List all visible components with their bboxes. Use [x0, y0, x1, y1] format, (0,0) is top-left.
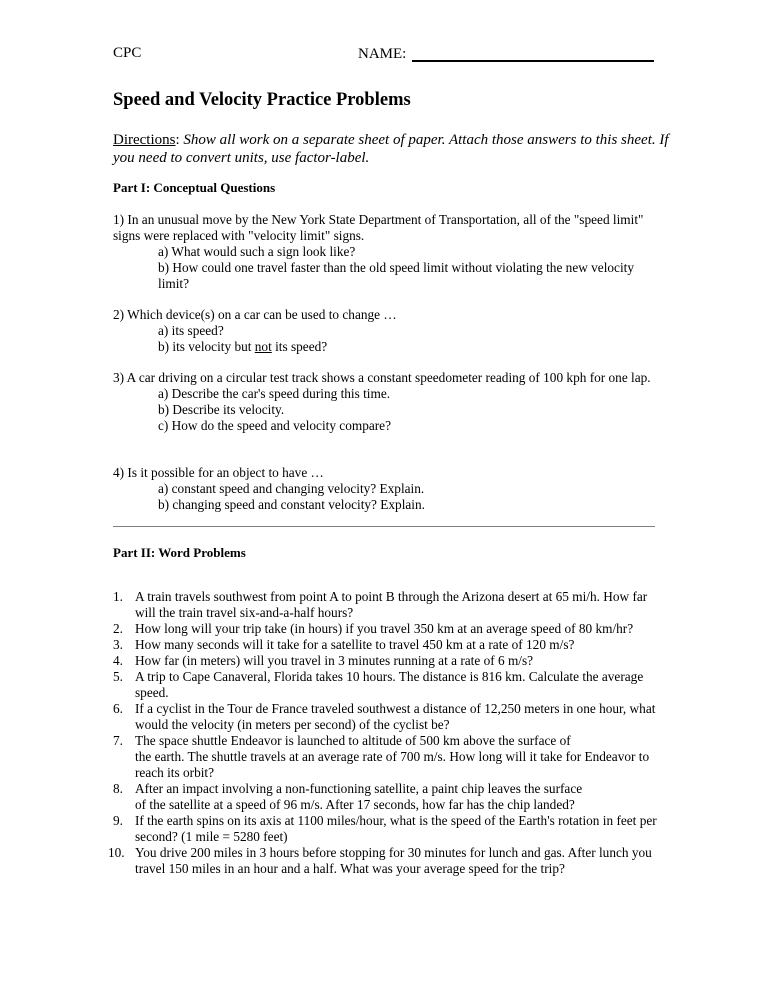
question-3	[113, 370, 658, 434]
question-stem: 2) Which device(s) on a car can be used to change …	[113, 307, 397, 322]
directions-label: Directions	[113, 132, 176, 148]
word-problem: 1. A train travels southwest from point A to point B through the Arizona desert at 65 mi/h. How far will the train travel six-and-a-half hours?	[113, 589, 648, 620]
question-stem: 3) A car driving on a circular test track shows a constant speedometer reading of 100 kph for one lap.	[113, 370, 651, 385]
name-blank-line	[412, 45, 654, 62]
directions-text: Show all work on a separate sheet of paper. Attach those answers to this sheet. If you need to convert units, use factor-label.	[113, 132, 669, 166]
subquestion: b) changing speed and constant velocity? Explain.	[158, 497, 425, 512]
page-title: Speed and Velocity Practice Problems	[113, 90, 411, 110]
subquestion: a) Describe the car's speed during this time.	[158, 386, 391, 401]
word-problems-list	[108, 589, 658, 877]
part1-heading: Part I: Conceptual Questions	[113, 180, 276, 195]
word-problem: 9. If the earth spins on its axis at 1100 miles/hour, what is the speed of the Earth's rotation in feet per second? (1 mile = 5280 feet)	[113, 813, 657, 844]
name-label: NAME:	[358, 46, 407, 62]
question-2	[113, 307, 658, 355]
word-problem: 2. How long will your trip take (in hours) if you travel 350 km at an average speed of 80 km/hr?	[113, 621, 634, 636]
subquestion: a) constant speed and changing velocity? Explain.	[158, 481, 425, 496]
word-problem: 7. The space shuttle Endeavor is launched to altitude of 500 km above the surface of the earth. The shuttle travels at an average rate of 700 m/s. How long will it take for Endeavor to reach its orbit?	[113, 733, 650, 780]
directions: Directions: Show all work on a separate sheet of paper. Attach those answers to this sheet. If you need to convert units, use factor-label.	[113, 132, 669, 166]
section-divider	[113, 526, 655, 527]
question-stem: 1) In an unusual move by the New York State Department of Transportation, all of the "speed limit" signs were replaced with "velocity limit" signs.	[113, 212, 644, 243]
word-problem: 5. A trip to Cape Canaveral, Florida takes 10 hours. The distance is 816 km. Calculate the average speed.	[113, 669, 644, 700]
question-1	[113, 212, 658, 292]
word-problem: 3. How many seconds will it take for a satellite to travel 450 km at a rate of 120 m/s?	[113, 637, 575, 652]
word-problem: 8. After an impact involving a non-functioning satellite, a paint chip leaves the surface of the satellite at a speed of 96 m/s. After 17 seconds, how far has the chip landed?	[113, 781, 583, 812]
emphasis-not: not	[254, 339, 272, 354]
subquestion: b) Describe its velocity.	[158, 402, 285, 417]
word-problem: 6. If a cyclist in the Tour de France traveled southwest a distance of 12,250 meters in one hour, what would the velocity (in meters per second) of the cyclist be?	[113, 701, 656, 732]
course-label: CPC	[113, 45, 142, 61]
question-4	[113, 465, 658, 513]
word-problem: 10. You drive 200 miles in 3 hours before stopping for 30 minutes for lunch and gas. After lunch you travel 150 miles in an hour and a half. What was your average speed for the trip?	[108, 845, 652, 876]
name-field	[358, 45, 654, 62]
subquestion: c) How do the speed and velocity compare?	[158, 418, 391, 433]
question-stem: 4) Is it possible for an object to have …	[113, 465, 324, 480]
subquestion: a) its speed?	[158, 323, 224, 338]
part2-heading: Part II: Word Problems	[113, 545, 246, 560]
subquestion: a) What would such a sign look like?	[158, 244, 356, 259]
subquestion: b) its velocity but not its speed?	[158, 339, 328, 354]
subquestion: b) How could one travel faster than the old speed limit without violating the new velocity limit?	[158, 260, 634, 291]
word-problem: 4. How far (in meters) will you travel in 3 minutes running at a rate of 6 m/s?	[113, 653, 534, 668]
